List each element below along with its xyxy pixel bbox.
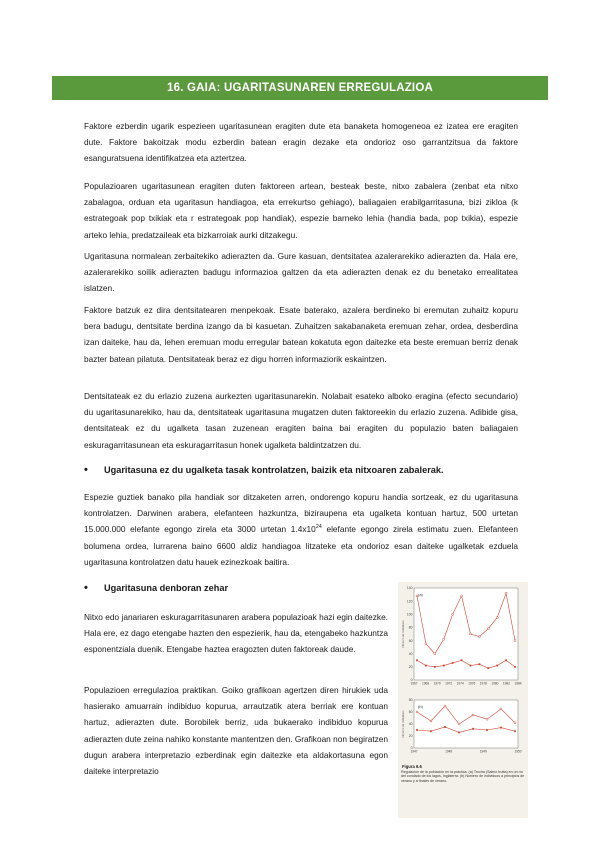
bullet-heading-text: Ugaritasuna ez du ugalketa tasak kontrolatzen, baizik eta nitxoaren zabalerak. xyxy=(104,465,444,475)
panel-a-upper-point xyxy=(461,595,463,597)
panel-a-upper-point xyxy=(434,653,436,655)
panel-a-upper-point xyxy=(443,638,445,640)
bullet-symbol: • xyxy=(84,582,88,594)
panel-a-lower-point xyxy=(425,665,427,667)
paragraph-growth: Nitxo edo janariaren eskuragarritasunaren arabera populazioak hazi egin daitezke. Hala ere, ez dago etengabe hazten den espezierik, hau da, etengabeko hazkuntza esponentziala duenik. Etengabe haztea eragozten duten faktoreak daude. xyxy=(84,612,388,655)
panel-b-upper-point xyxy=(472,714,474,716)
paragraph-intro: Faktore ezberdin ugarik espezieen ugaritasunean eragiten dute eta banaketa homogeneoa ez izatea ere eragiten dute. Faktore bakoitzak modu ezberdin batean eragin dezake eta ondorioz oso garrantzitsua da faktore esanguratsuena identifikatzea eta aztertzea. xyxy=(84,121,518,164)
panel-a-lower-point xyxy=(514,666,516,668)
panel-b-frame xyxy=(414,700,518,748)
panel-a-x-tick: 1974 xyxy=(456,681,464,686)
bullet-symbol: • xyxy=(84,464,88,476)
bullet-heading-time xyxy=(84,582,228,594)
chapter-title-bar xyxy=(52,76,548,100)
bullet-heading-text: Ugaritasuna denboran zehar xyxy=(104,583,229,593)
panel-b-x-tick: 1950 xyxy=(514,749,522,754)
panel-a-upper-point xyxy=(425,643,427,645)
panel-a-upper-point xyxy=(487,628,489,630)
panel-a-upper-point xyxy=(469,633,471,635)
panel-b-upper-point xyxy=(458,723,460,725)
panel-a-x-tick: 1968 xyxy=(422,681,430,686)
panel-a-x-tick: 1984 xyxy=(514,681,522,686)
panel-a-upper-point xyxy=(505,592,507,594)
panel-b-lower-point xyxy=(458,732,460,734)
panel-a-upper-point xyxy=(478,636,480,638)
panel-b-x-tick: 1948 xyxy=(445,749,453,754)
figure-caption-box xyxy=(401,770,525,816)
paragraph-density-relation: Dentsitateak ez du erlazio zuzena aurkezten ugaritasunarekin. Nolabait esateko alboko eragina (efecto secundario) du ugaritasunarekiko, hau da, dentsitateak ugaritasuna mugatzen duten faktoreekin du erlazio zuzena. Adibide gisa, dentsitateak ez du ugalketa tasan zuzenean eragiten baina bai eragiten du populazio baten baliagaien eskuragarritasunean eta eskuragarritasun honek ugalketa baldintzatzen du. xyxy=(84,391,518,450)
panel-a-y-tick: 140 xyxy=(406,586,413,591)
panel-b-upper-point xyxy=(486,718,488,720)
panel-a-x-tick: 1976 xyxy=(468,681,476,686)
paragraph-factors: Populazioaren ugaritasunean eragiten duten faktoreen artean, besteak beste, nitxo zabalera (zenbat eta nitxo zabalagoa, orduan eta ugaritasun handiagoa, eta errekurtso gehiago), baliagaien erabilgarritasuna, bizi zikloa (k estrategoak pop txikiak eta r estrategoak pop handiak), espezie barneko lehia (handia bada, pop txikia), espezie arteko lehia, predatzaileak eta bizkarroiak aurki ditzakegu. xyxy=(84,181,518,240)
panel-a-upper-point xyxy=(452,613,454,615)
panel-a-y-tick: 120 xyxy=(406,599,413,604)
panel-a-x-tick: 1982 xyxy=(502,681,510,686)
panel-a-y-tick: 40 xyxy=(408,651,413,656)
figure-caption: Regulación de la población en la práctica. (a) Trucha (Salmo trutta) en un río del condado de los lagos, Inglaterra. (b) Número de individuos a principios de verano y a finales de verano. xyxy=(401,770,525,783)
panel-b-y-tick: 20 xyxy=(408,734,413,739)
panel-a-y-tick: 80 xyxy=(408,625,413,630)
panel-a-lower-point xyxy=(443,665,445,667)
panel-b-lower-point xyxy=(514,730,516,732)
panel-a-label: (a) xyxy=(418,592,423,597)
trout-population-figure xyxy=(398,582,528,818)
panel-b-lower-point xyxy=(444,726,446,728)
panel-a-x-tick: 1970 xyxy=(433,681,441,686)
panel-a-upper-point xyxy=(514,640,516,642)
panel-a-x-tick: 1967 xyxy=(410,681,418,686)
panel-a-lower-point xyxy=(452,662,454,664)
panel-b-y-axis-label: Número de individuos xyxy=(401,710,405,738)
panel-a-upper-point xyxy=(416,595,418,597)
panel-a-lower-point xyxy=(434,666,436,668)
panel-a-lower-point xyxy=(470,665,472,667)
panel-a-lower-point xyxy=(478,663,480,665)
panel-b-lower-point xyxy=(472,728,474,730)
panel-b-label: (b) xyxy=(418,704,423,709)
panel-a-y-tick: 0 xyxy=(410,678,413,683)
panel-b-lower-point xyxy=(500,727,502,729)
panel-a-x-tick: 1980 xyxy=(491,681,499,686)
panel-b-x-tick: 1949 xyxy=(479,749,487,754)
panel-a-lower-point xyxy=(487,667,489,669)
paragraph-elephants xyxy=(84,489,518,570)
figure-caption-title: Figura 6.6 xyxy=(402,764,422,769)
panel-a-lower-point xyxy=(505,659,507,661)
panel-b-lower-point xyxy=(430,730,432,732)
panel-a-upper-point xyxy=(496,617,498,619)
paragraph-abundance: Ugaritasuna normalean zerbaitekiko adierazten da. Gure kasuan, dentsitatea azalerarekiko adierazten da. Hala ere, azalerarekiko soilik adierazten badugu informazioa galtzen da eta adierazten denak ez du benetako errealitatea islatzen. xyxy=(84,251,518,294)
panel-b-x-tick: 1947 xyxy=(410,749,418,754)
panel-a-lower-point xyxy=(496,665,498,667)
panel-b-lower-point xyxy=(416,729,418,731)
elephants-text-b: elefante egongo zirela estimatu zuen. Elefanteen bolumena ordea, lurrarena baino 6600 aldiz handiagoa litzateke eta ondorioz esan daiteke ugalketak ezduela ugaritasuna kontrolatzen datu hauek ezinezkoak baitira. xyxy=(84,524,518,567)
bullet-heading-reproduction xyxy=(84,464,444,476)
panel-b-y-tick: 0 xyxy=(410,746,413,751)
elephants-text-a: Espezie guztiek banako pila handiak sor ditzaketen arren, ondorengo kopuru handia sortzeak, ez du ugaritasuna kontrolatzen. Darwinen arabera, elefanteen hazkuntza, biziraupena eta ugalketa kontuan hartuz, 500 urtetan 15.000.000 elefante egongo zirela eta 3000 urtetan 1.4x10 xyxy=(84,492,518,535)
paragraph-density: Faktore batzuk ez dira dentsitatearen menpekoak. Esate baterako, azalera berdineko bi eremutan zuhaitz kopuru bera badugu, dentsitate berdina izango da bi kasuetan. Zuhaitzen sakabanaketa eremuan zehar, ordea, desberdina izan daiteke, hau da, lehen eremuan modu erregular batean kokatuta egon daitezke eta beste eremuan berriz denak bazter batean pilatuta. Dentsitateak beraz ez digu horren informaziorik eskaintzen. xyxy=(84,305,518,364)
panel-b-upper-point xyxy=(430,720,432,722)
paragraph-regulation: Populazioen erregulazioa praktikan. Goiko grafikoan agertzen diren hirukiek uda hasierako amuarrain indibiduo kopurua, arrautzatik atera berriak ere kontuan hartuz, adierazten dute. Borobilek berriz, uda bukaerako indibiduo kopurua adierazten dute zeina nahiko konstante mantentzen den. Grafikoan non begiratzen dugun arabera interpretazio ezberdinak egin daitezke eta aldakortasuna egon daiteke interpretazio xyxy=(84,685,388,777)
panel-b-upper-point xyxy=(500,708,502,710)
chapter-title: 16. GAIA: UGARITASUNAREN ERREGULAZIOA xyxy=(167,82,433,94)
panel-a-lower-point xyxy=(416,659,418,661)
panel-a-y-tick: 20 xyxy=(408,665,413,670)
panel-b-upper-point xyxy=(416,711,418,713)
panel-a-y-tick: 60 xyxy=(408,638,413,643)
panel-a-y-axis-label: Número de individuos xyxy=(401,620,405,648)
panel-a-x-tick: 1972 xyxy=(445,681,453,686)
panel-b-upper-point xyxy=(514,722,516,724)
panel-b-y-tick: 80 xyxy=(408,698,413,703)
panel-b-upper-point xyxy=(444,705,446,707)
panel-a-y-tick: 100 xyxy=(406,612,413,617)
panel-a-lower-point xyxy=(461,659,463,661)
panel-b-y-tick: 40 xyxy=(408,722,413,727)
panel-b-lower-point xyxy=(486,729,488,731)
panel-b-y-tick: 60 xyxy=(408,710,413,715)
panel-a-x-tick: 1978 xyxy=(479,681,487,686)
exponent: 24 xyxy=(315,524,322,531)
figure-svg xyxy=(398,582,528,818)
